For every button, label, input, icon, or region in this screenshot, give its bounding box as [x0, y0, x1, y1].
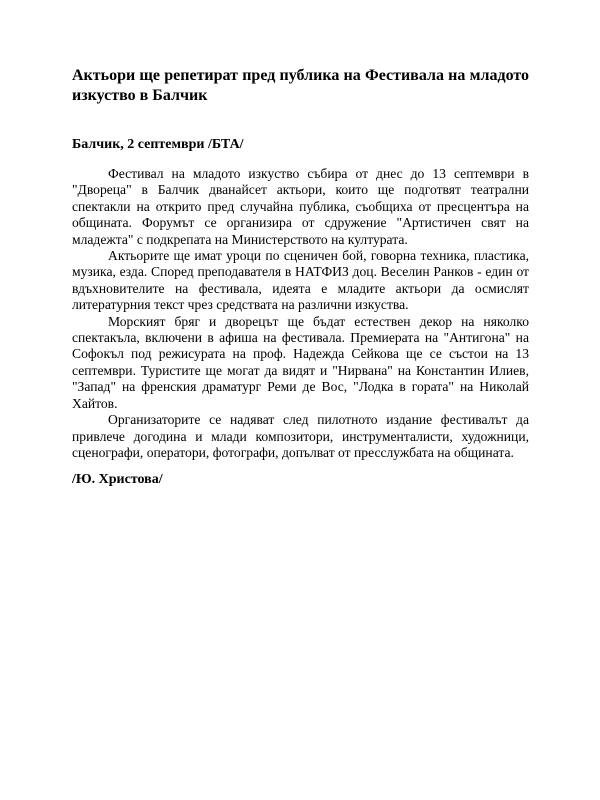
article-paragraph: Морският бряг и дворецът ще бъдат естествен декор на няколко спектакъла, включени в афиша на фестивала. Премиерата на "Антигона" на Софокъл под режисурата на проф. Надежда Сейкова ще се състои на 13 септември. Туристите ще могат да видят и "Нирвана" на Константин Илиев, "Запад" на френския драматург Реми де Вос, "Лодка в гората" на Николай Хайтов. [72, 313, 529, 411]
article-paragraph: Актьорите ще имат уроци по сценичен бой, говорна техника, пластика, музика, езда. Според преподавателя в НАТФИЗ доц. Веселин Ранков - един от вдъхновителите на фестивала, идеята е младите актьори да осмислят литературния текст чрез средствата на различни изкуства. [72, 248, 529, 313]
article-signature: /Ю. Христова/ [72, 472, 163, 487]
article-title: Актьори ще репетират пред публика на Фестивала на младото изкуство в Балчик [72, 67, 529, 104]
article-body [72, 166, 529, 461]
article-paragraph: Фестивал на младото изкуство събира от днес до 13 септември в "Двореца" в Балчик дванайсет актьори, които ще подготвят театрални спектакли на открито пред случайна публика, съобщиха от пресцентъра на общината. Форумът се организира от сдружение "Артистичен свят на младежта" с подкрепата на Министерството на културата. [72, 166, 529, 247]
article-paragraph: Организаторите се надяват след пилотното издание фестивалът да привлече догодина и млади композитори, инструменталисти, художници, сценографи, оператори, фотографи, допълват от пресслужбата на общината. [72, 412, 529, 460]
article-dateline: Балчик, 2 септември /БТА/ [72, 137, 244, 152]
document-page [72, 66, 529, 487]
